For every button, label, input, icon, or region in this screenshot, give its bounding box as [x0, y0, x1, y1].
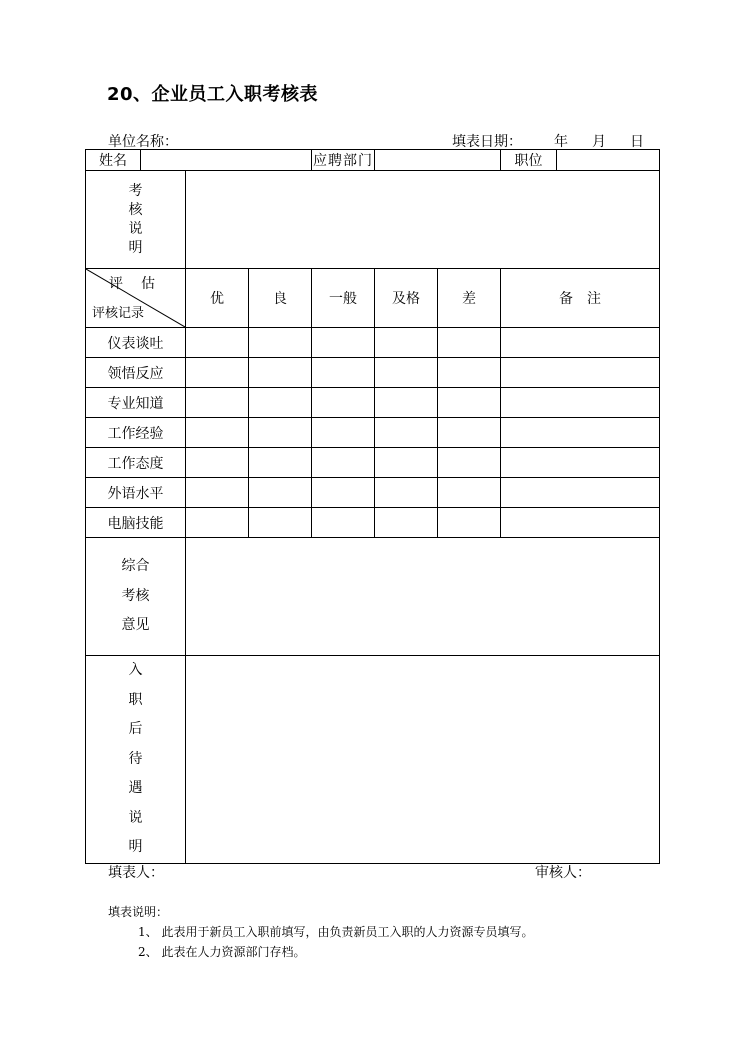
dept-field[interactable] [375, 150, 501, 171]
document-title: 20、企业员工入职考核表 [107, 84, 319, 105]
grade-cell[interactable] [438, 418, 501, 448]
overall-line: 综合 [121, 558, 150, 575]
treatment-label [86, 656, 186, 864]
note-item: 1、 此表用于新员工入职前填写，由负责新员工入职的人力资源专员填写。 [138, 925, 534, 939]
treatment-char: 说 [128, 809, 143, 826]
row-label: 外语水平 [86, 478, 186, 508]
grade-cell[interactable] [375, 448, 438, 478]
col-header: 差 [438, 269, 501, 328]
grade-cell[interactable] [186, 478, 249, 508]
col-header: 一般 [312, 269, 375, 328]
grade-cell[interactable] [375, 508, 438, 538]
grade-cell[interactable] [438, 478, 501, 508]
treatment-char: 遇 [128, 780, 143, 796]
grade-cell[interactable] [438, 448, 501, 478]
overall-line: 考核 [121, 587, 150, 604]
diag-top-label: 评估 [109, 276, 173, 292]
filler-label: 填表人： [108, 865, 164, 881]
explain-char: 明 [128, 239, 143, 256]
explain-char: 说 [128, 220, 143, 237]
grade-cell[interactable] [186, 508, 249, 538]
grade-cell[interactable] [249, 328, 312, 358]
grade-cell[interactable] [249, 358, 312, 388]
day-label: 日 [630, 134, 644, 150]
reviewer-label: 审核人： [535, 865, 591, 881]
overall-field[interactable] [186, 538, 660, 656]
grade-cell[interactable] [375, 358, 438, 388]
explain-label [86, 171, 186, 269]
treatment-char: 职 [128, 691, 143, 708]
unit-name-label: 单位名称： [108, 134, 178, 150]
grade-cell[interactable] [375, 328, 438, 358]
treatment-char: 后 [128, 721, 143, 737]
name-label: 姓名 [86, 150, 141, 171]
note-item: 2、 此表在人力资源部门存档。 [138, 945, 306, 959]
grade-cell[interactable] [249, 418, 312, 448]
position-label: 职位 [501, 150, 557, 171]
row-label: 电脑技能 [86, 508, 186, 538]
overall-line: 意见 [121, 617, 150, 634]
overall-label [86, 538, 186, 656]
assessment-table [85, 149, 659, 864]
grade-cell[interactable] [312, 508, 375, 538]
year-label: 年 [554, 134, 568, 150]
treatment-char: 入 [128, 662, 143, 678]
position-field[interactable] [557, 150, 660, 171]
grade-cell[interactable] [249, 478, 312, 508]
treatment-char: 明 [128, 839, 143, 855]
grade-cell[interactable] [249, 508, 312, 538]
fill-date-label: 填表日期： [452, 134, 522, 150]
grade-cell[interactable] [438, 508, 501, 538]
grade-cell[interactable] [186, 448, 249, 478]
treatment-field[interactable] [186, 656, 660, 864]
fill-date [452, 131, 644, 151]
row-label: 领悟反应 [86, 358, 186, 388]
grade-cell[interactable] [312, 388, 375, 418]
remarks-cell[interactable] [501, 508, 660, 538]
grade-cell[interactable] [312, 418, 375, 448]
remarks-cell[interactable] [501, 448, 660, 478]
grade-cell[interactable] [186, 328, 249, 358]
col-header: 优 [186, 269, 249, 328]
grade-cell[interactable] [312, 358, 375, 388]
notes-heading: 填表说明： [108, 905, 169, 919]
grade-cell[interactable] [249, 388, 312, 418]
row-label: 仪表谈吐 [86, 328, 186, 358]
remarks-cell[interactable] [501, 388, 660, 418]
remarks-cell[interactable] [501, 478, 660, 508]
grade-cell[interactable] [438, 388, 501, 418]
name-field[interactable] [141, 150, 312, 171]
diagonal-header [86, 269, 186, 328]
grade-cell[interactable] [186, 418, 249, 448]
explain-field[interactable] [186, 171, 660, 269]
col-header: 及格 [375, 269, 438, 328]
remarks-cell[interactable] [501, 358, 660, 388]
grade-cell[interactable] [438, 328, 501, 358]
grade-cell[interactable] [438, 358, 501, 388]
grade-cell[interactable] [312, 478, 375, 508]
col-header: 良 [249, 269, 312, 328]
row-label: 工作态度 [86, 448, 186, 478]
col-header-remarks: 备 注 [501, 269, 660, 328]
grade-cell[interactable] [312, 448, 375, 478]
grade-cell[interactable] [375, 418, 438, 448]
grade-cell[interactable] [312, 328, 375, 358]
grade-cell[interactable] [186, 388, 249, 418]
grade-cell[interactable] [249, 448, 312, 478]
month-label: 月 [592, 134, 606, 150]
treatment-char: 待 [128, 750, 143, 767]
grade-cell[interactable] [375, 478, 438, 508]
dept-label: 应聘部门 [312, 150, 375, 171]
remarks-cell[interactable] [501, 328, 660, 358]
remarks-cell[interactable] [501, 418, 660, 448]
explain-char: 核 [128, 201, 143, 218]
grade-cell[interactable] [375, 388, 438, 418]
fill-notes [108, 902, 533, 962]
explain-char: 考 [128, 182, 143, 199]
grade-cell[interactable] [186, 358, 249, 388]
row-label: 专业知道 [86, 388, 186, 418]
diag-bottom-label: 评核记录 [92, 306, 145, 321]
row-label: 工作经验 [86, 418, 186, 448]
